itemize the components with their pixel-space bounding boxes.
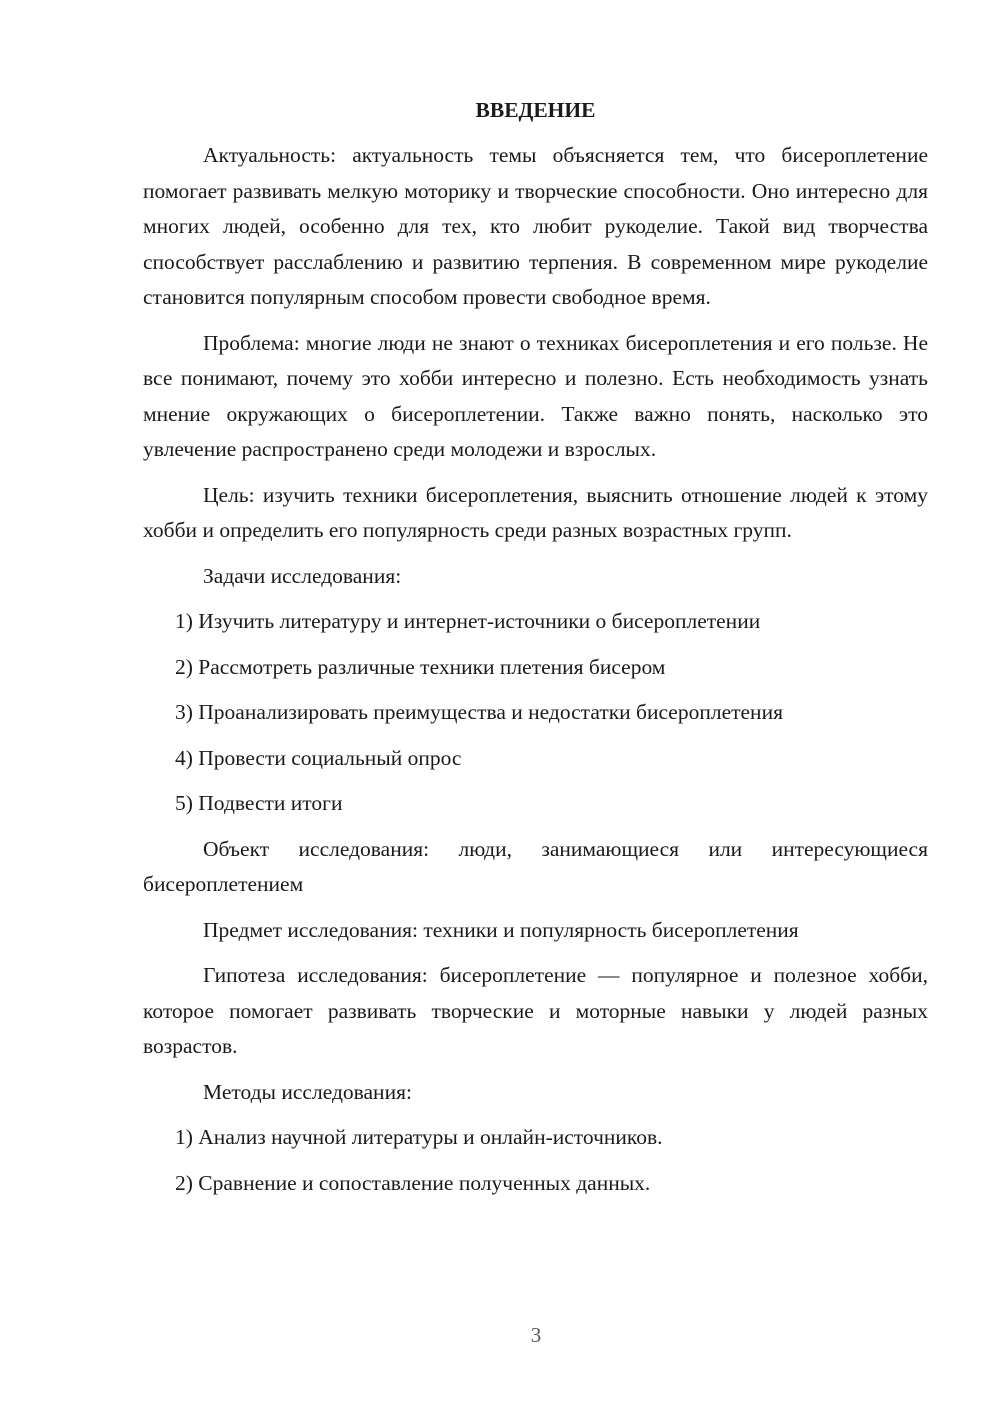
- list-item: 2) Рассмотреть различные техники плетения бисером: [175, 654, 666, 679]
- relevance-paragraph: Актуальность: актуальность темы объясняется тем, что бисероплетение помогает развивать мелкую моторику и творческие способности. Оно интересно для многих людей, особенно для тех, кто любит рукоделие. Такой вид творчества способствует расслаблению и развитию терпения. В современном мире рукоделие становится популярным способом провести свободное время.: [143, 143, 928, 309]
- methods-list: [143, 1120, 928, 1201]
- list-item: 2) Сравнение и сопоставление полученных данных.: [175, 1170, 651, 1195]
- methods-heading: Методы исследования:: [203, 1079, 412, 1104]
- page-number: 3: [530, 1323, 542, 1347]
- list-item: 3) Проанализировать преимущества и недостатки бисероплетения: [175, 700, 783, 724]
- section-title: ВВЕДЕНИЕ: [475, 98, 596, 122]
- list-item: 1) Анализ научной литературы и онлайн-источников.: [175, 1125, 663, 1149]
- goal-paragraph: Цель: изучить техники бисероплетения, выяснить отношение людей к этому хобби и определить его популярность среди разных возрастных групп.: [143, 482, 928, 542]
- document-page: [143, 93, 928, 1211]
- list-item: 4) Провести социальный опрос: [175, 745, 462, 770]
- hypothesis-paragraph: Гипотеза исследования: бисероплетение — популярное и полезное хобби, которое помогает развивать творческие и моторные навыки у людей разных возрастов.: [143, 963, 928, 1058]
- problem-paragraph: Проблема: многие люди не знают о техниках бисероплетения и его пользе. Не все понимают, почему это хобби интересно и полезно. Есть необходимость узнать мнение окружающих о бисероплетении. Также важно понять, насколько это увлечение распространено среди молодежи и взрослых.: [143, 330, 928, 461]
- tasks-list: [143, 604, 928, 822]
- object-paragraph: Объект исследования: люди, занимающиеся или интересующиеся бисероплетением: [143, 836, 928, 896]
- list-item: 5) Подвести итоги: [175, 791, 343, 815]
- list-item: 1) Изучить литературу и интернет-источники о бисероплетении: [175, 609, 761, 633]
- subject-paragraph: Предмет исследования: техники и популярность бисероплетения: [203, 917, 799, 942]
- tasks-heading: Задачи исследования:: [203, 563, 402, 588]
